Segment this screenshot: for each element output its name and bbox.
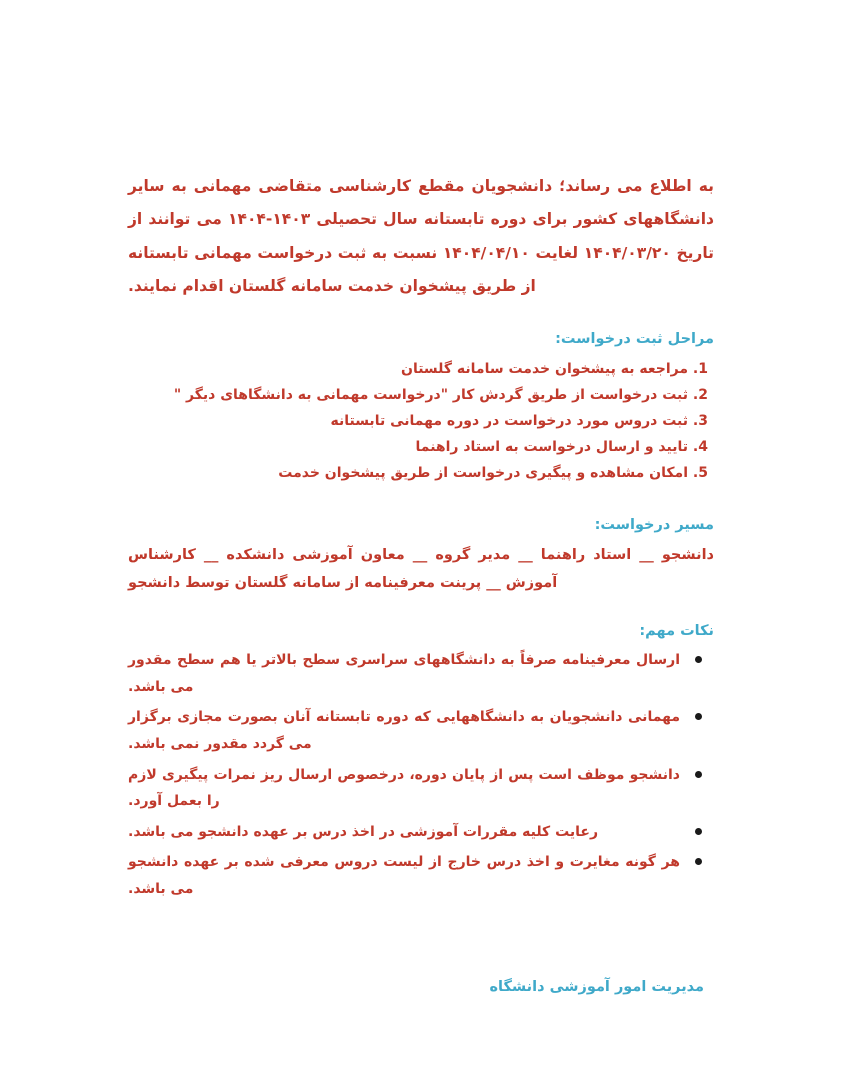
path-heading: مسیر درخواست: <box>594 516 714 533</box>
notes-heading: نکات مهم: <box>639 623 714 640</box>
signature-line: مدیریت امور آموزشی دانشگاه <box>489 978 704 995</box>
spacer <box>128 597 714 623</box>
intro-text: به اطلاع می رساند؛ دانشجویان مقطع کارشناسی متقاضی مهمانی به سایر دانشگاههای کشور برای دوره تابستانه سال تحصیلی ۱۴۰۳-۱۴۰۴ می توانند از تاریخ ۱۴۰۴/۰۳/۲۰ لغایت ۱۴۰۴/۰۴/۱۰ نسبت به ثبت درخواست مهمانی تابستانه از طریق پیشخوان خدمت سامانه گلستان اقدام نمایند. <box>128 177 714 295</box>
list-item: 3. ثبت دروس مورد درخواست در دوره مهمانی تابستانه <box>128 409 688 435</box>
list-item: 5. امکان مشاهده و پیگیری درخواست از طریق پیشخوان خدمت <box>128 461 688 487</box>
list-item: رعایت کلیه مقررات آموزشی در اخذ درس بر عهده دانشجو می باشد. <box>128 819 684 846</box>
list-item: 4. تایید و ارسال درخواست به استاد راهنما <box>128 435 688 461</box>
spacer <box>128 303 714 331</box>
list-item: دانشجو موظف است پس از پایان دوره، درخصوص ارسال ریز نمرات پیگیری لازم را بعمل آورد. <box>128 762 684 815</box>
steps-list <box>128 357 714 486</box>
notes-list <box>128 647 714 902</box>
list-item: 2. ثبت درخواست از طریق گردش کار "درخواست مهمانی به دانشگاهای دیگر " <box>128 383 688 409</box>
spacer <box>128 487 714 517</box>
path-text: دانشجو __ استاد راهنما __ مدیر گروه __ معاون آموزشی دانشکده __ کارشناس آموزش __ پرینت معرفینامه از سامانه گلستان توسط دانشجو <box>128 546 714 591</box>
steps-heading: مراحل ثبت درخواست: <box>555 331 714 348</box>
list-item: هر گونه مغایرت و اخذ درس خارج از لیست دروس معرفی شده بر عهده دانشجو می باشد. <box>128 849 684 902</box>
list-item: 1. مراجعه به پیشخوان خدمت سامانه گلستان <box>128 357 688 383</box>
list-item: مهمانی دانشجویان به دانشگاههایی که دوره تابستانه آنان بصورت مجازی برگزار می گردد مقدور نمی باشد. <box>128 704 684 757</box>
list-item: ارسال معرفینامه صرفاً به دانشگاههای سراسری سطح بالاتر یا هم سطح مقدور می باشد. <box>128 647 684 700</box>
intro-paragraph <box>128 170 714 303</box>
